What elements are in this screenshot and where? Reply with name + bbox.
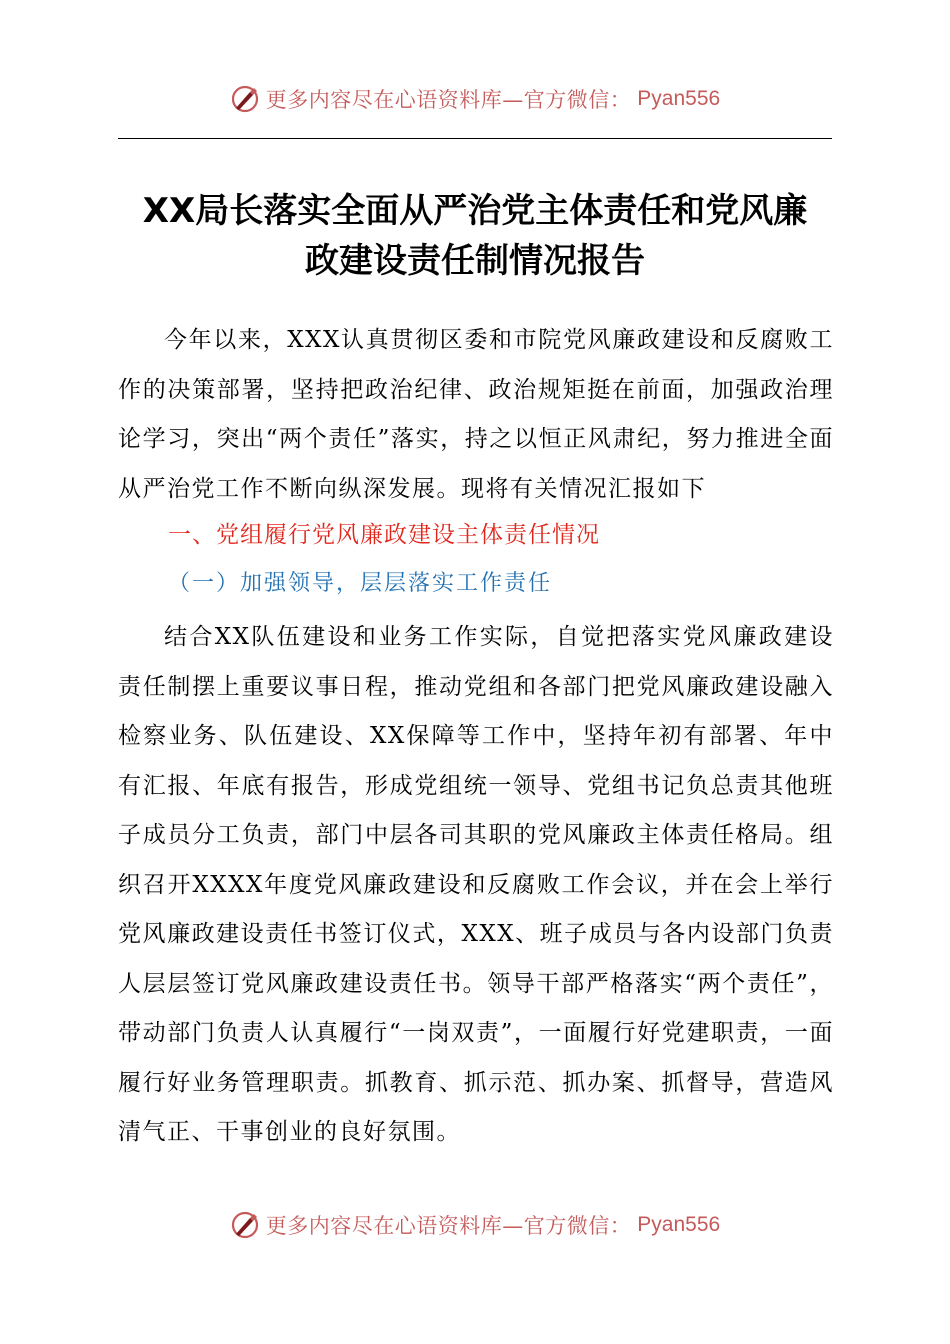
watermark-text: 更多内容尽在心语资料库—官方微信： [265, 1214, 632, 1238]
document-title [100, 186, 850, 286]
subsection-heading-1: （一）加强领导，层层落实工作责任 [168, 571, 553, 596]
pen-logo-icon [230, 1210, 260, 1240]
title-line-1: XX局长落实全面从严治党主体责任和党风廉 [142, 191, 808, 231]
section-heading-1: 一、党组履行党风廉政建设主体责任情况 [168, 522, 600, 548]
pen-logo-icon [230, 84, 260, 114]
header-rule [118, 138, 832, 139]
body-paragraph: 结合XX队伍建设和业务工作实际，自觉把落实党风廉政建设责任制摆上重要议事日程，推动党组和各部门把党风廉政建设融入检察业务、队伍建设、XX保障等工作中，坚持年初有部署、年中有汇报、年底有报告，形成党组统一领导、党组书记负总责其他班子成员分工负责，部门中层各司其职的党风廉政主体责任格局。组织召开XXXX年度党风廉政建设和反腐败工作会议，并在会上举行党风廉政建设责任书签订仪式，XXX、班子成员与各内设部门负责人层层签订党风廉政建设责任书。领导干部严格落实“两个责任”，带动部门负责人认真履行“一岗双责”，一面履行好党建职责，一面履行好业务管理职责。抓教育、抓示范、抓办案、抓督导，营造风清气正、干事创业的良好氛围。 [118, 624, 834, 1145]
title-line-2: 政建设责任制情况报告 [305, 241, 645, 281]
watermark-header [0, 84, 950, 119]
watermark-text: 更多内容尽在心语资料库—官方微信： [265, 88, 632, 112]
watermark-footer [0, 1210, 950, 1245]
intro-paragraph: 今年以来，XXX认真贯彻区委和市院党风廉政建设和反腐败工作的决策部署，坚持把政治纪律、政治规矩挺在前面，加强政治理论学习，突出“两个责任”落实，持之以恒正风肃纪，努力推进全面从严治党工作不断向纵深发展。现将有关情况汇报如下 [118, 327, 834, 502]
watermark-wechat-id: Pyan556 [637, 1213, 721, 1236]
watermark-wechat-id: Pyan556 [637, 87, 721, 110]
